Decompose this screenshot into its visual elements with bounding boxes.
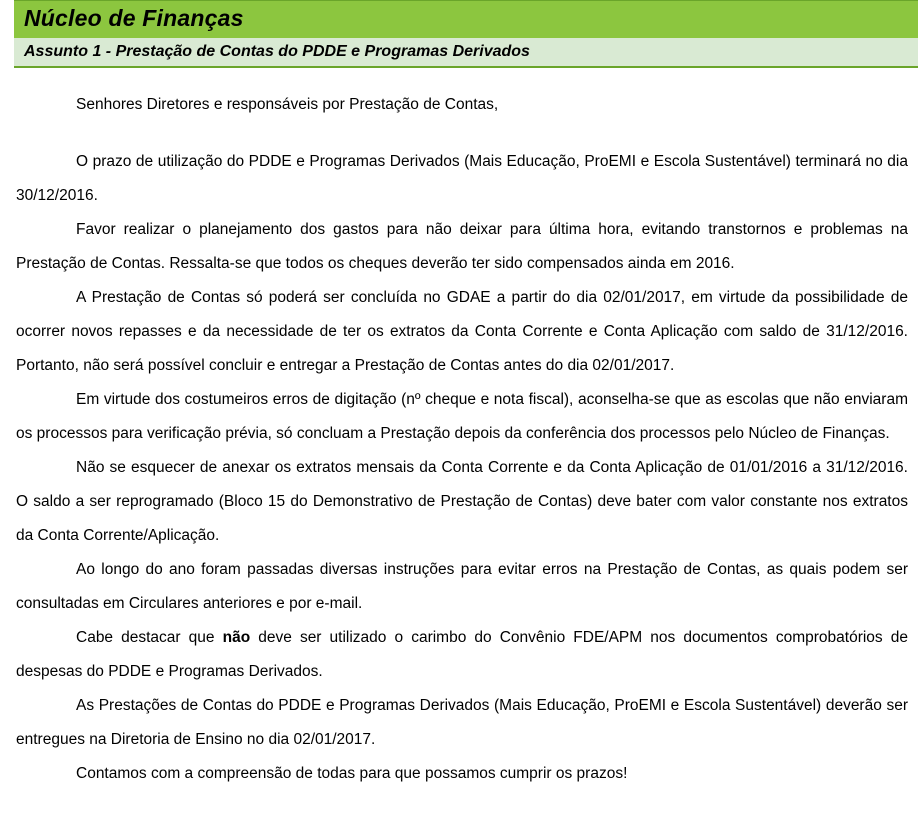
paragraph-delivery: As Prestações de Contas do PDDE e Programas Derivados (Mais Educação, ProEMI e Escola Sustentável) deverão ser entregues na Diretoria de Ensino no dia 02/01/2017. — [16, 697, 908, 748]
paragraph-stamp — [16, 621, 908, 689]
greeting-paragraph: Senhores Diretores e responsáveis por Prestação de Contas, — [76, 96, 499, 113]
stamp-text-start: Cabe destacar que — [76, 629, 223, 646]
paragraph-closing: Contamos com a compreensão de todas para que possamos cumprir os prazos! — [76, 765, 628, 782]
section-header — [14, 0, 918, 37]
paragraph-deadline: O prazo de utilização do PDDE e Programas Derivados (Mais Educação, ProEMI e Escola Sustentável) terminará no dia 30/12/2016. — [16, 153, 908, 204]
section-title: Núcleo de Finanças — [24, 5, 244, 31]
paragraph-gdae: A Prestação de Contas só poderá ser concluída no GDAE a partir do dia 02/01/2017, em virtude da possibilidade de ocorrer novos repasses e da necessidade de ter os extratos da Conta Corrente e Conta Aplicação com saldo de 31/12/2016. Portanto, não será possível concluir e entregar a Prestação de Contas antes do dia 02/01/2017. — [16, 289, 908, 374]
stamp-emphasis: não — [222, 629, 251, 646]
stamp-text-end: deve ser utilizado o carimbo do Convênio FDE/APM nos documentos comprobatórios de despesas do PDDE e Programas Derivados. — [16, 629, 908, 680]
paragraph-planning: Favor realizar o planejamento dos gastos para não deixar para última hora, evitando transtornos e problemas na Prestação de Contas. Ressalta-se que todos os cheques deverão ter sido compensados ainda em 2016. — [16, 221, 908, 272]
paragraph-instructions: Ao longo do ano foram passadas diversas instruções para evitar erros na Prestação de Contas, as quais podem ser consultadas em Circulares anteriores e por e-mail. — [16, 561, 908, 612]
subject-header — [14, 37, 918, 68]
subject-title: Assunto 1 - Prestação de Contas do PDDE e Programas Derivados — [24, 43, 530, 60]
paragraph-statements: Não se esquecer de anexar os extratos mensais da Conta Corrente e da Conta Aplicação de 01/01/2016 a 31/12/2016. O saldo a ser reprogramado (Bloco 15 do Demonstrativo de Prestação de Contas) deve bater com valor constante nos extratos da Conta Corrente/Aplicação. — [16, 459, 908, 544]
document-body — [16, 88, 908, 791]
paragraph-typing-errors: Em virtude dos costumeiros erros de digitação (nº cheque e nota fiscal), aconselha-se que as escolas que não enviaram os processos para verificação prévia, só concluam a Prestação depois da conferência dos processos pelo Núcleo de Finanças. — [16, 391, 908, 442]
